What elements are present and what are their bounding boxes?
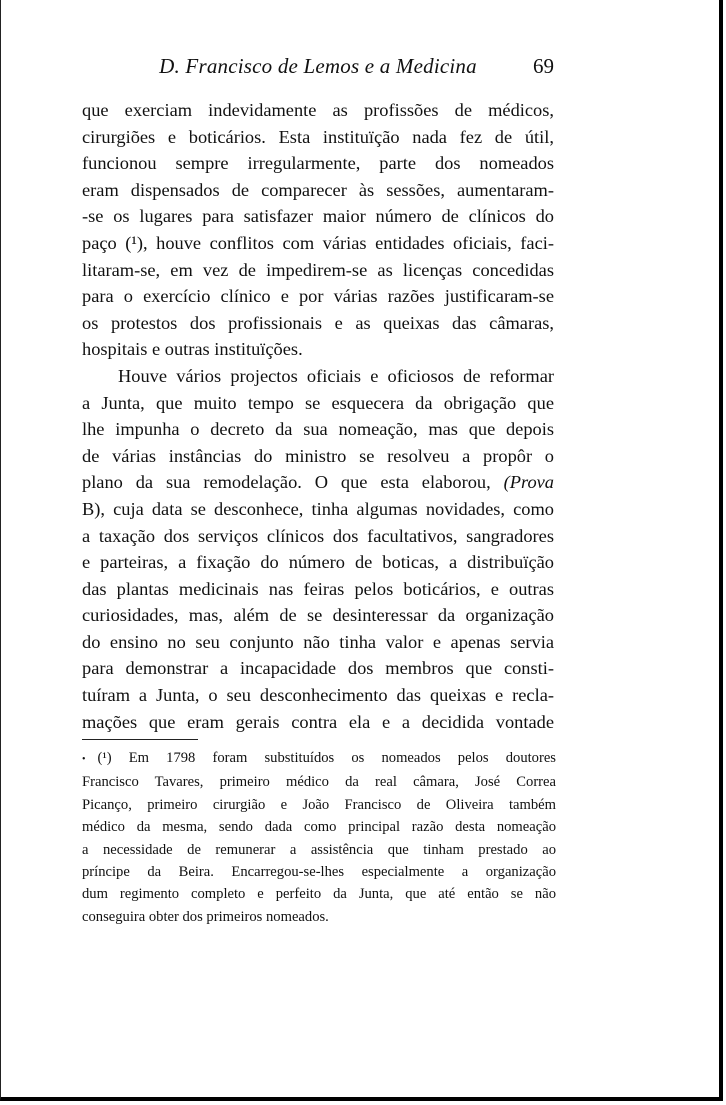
text-line: para o exercício clínico e por várias razões justificaram-se — [82, 286, 554, 307]
text-line: para demonstrar a incapacidade dos membros que consti- — [82, 658, 554, 679]
text-line: cirurgiões e boticários. Esta instituïção nada fez de útil, — [82, 126, 554, 147]
text-line: e parteiras, a fixação do número de boticas, a distribuïção — [82, 552, 554, 573]
paragraph-2 — [82, 363, 554, 735]
body-text — [82, 97, 554, 735]
italic-reference: (Prova — [503, 472, 554, 493]
text-line: curiosidades, mas, além de se desinteressar da organização — [82, 605, 554, 626]
text-line: B), cuja data se desconhece, tinha algumas novidades, como — [82, 498, 554, 519]
footnote-line: a necessidade de remunerar a assistência que tinham prestado ao — [82, 841, 556, 858]
text-line: lhe impunha o decreto da sua nomeação, mas que depois — [82, 419, 554, 440]
footnote-bullet: • — [82, 754, 86, 765]
footnote-line: conseguira obter dos primeiros nomeados. — [82, 908, 329, 925]
footnote-line: dum regimento completo e perfeito da Junta, que até então se não — [82, 886, 556, 903]
paragraph-1 — [82, 97, 554, 363]
footnote-line: médico da mesma, sendo dada como principal razão desta nomeação — [82, 819, 556, 836]
page-number: 69 — [533, 54, 554, 78]
footnote-line: Picanço, primeiro cirurgião e João Francisco de Oliveira também — [82, 796, 556, 813]
text-line: Houve vários projectos oficiais e oficiosos de reformar — [118, 365, 554, 386]
footnote-text: (¹) Em 1798 foram substituídos os nomeados pelos doutores — [97, 750, 556, 766]
footnote-line: príncipe da Beira. Encarregou-se-lhes especialmente a organização — [82, 864, 556, 881]
text-line: mações que eram gerais contra ela e a decidida vontade — [82, 711, 554, 732]
running-title: D. Francisco de Lemos e a Medicina — [159, 54, 477, 78]
text-line: paço (¹), houve conflitos com várias entidades oficiais, faci- — [82, 232, 554, 253]
text-line: hospitais e outras instituïções. — [82, 339, 303, 360]
text-line: das plantas medicinais nas feiras pelos boticários, e outras — [82, 578, 554, 599]
text-line: litaram-se, em vez de impedirem-se as licenças concedidas — [82, 259, 554, 280]
footnote — [82, 747, 556, 928]
text-line: eram dispensados de comparecer às sessões, aumentaram- — [82, 179, 554, 200]
text-line: do ensino no seu conjunto não tinha valor e apenas servia — [82, 631, 554, 652]
text-line: plano da sua remodelação. O que esta elaborou, (Prova — [82, 472, 554, 493]
text-line: os protestos dos profissionais e as queixas das câmaras, — [82, 312, 554, 333]
page-header — [82, 54, 554, 84]
footnote-line — [82, 747, 556, 771]
text-line: a taxação dos serviços clínicos dos facultativos, sangradores — [82, 525, 554, 546]
text-line: que exerciam indevidamente as profissões de médicos, — [82, 100, 554, 120]
text-line: funcionou sempre irregularmente, parte dos nomeados — [82, 153, 554, 174]
text-line: a Junta, que muito tempo se esquecera da obrigação que — [82, 392, 554, 413]
text-line: de várias instâncias do ministro se resolveu a propôr o — [82, 445, 554, 466]
footnote-rule — [82, 739, 198, 740]
footnote-line: Francisco Tavares, primeiro médico da real câmara, José Correa — [82, 774, 556, 791]
text-line: tuíram a Junta, o seu desconhecimento das queixas e recla- — [82, 685, 554, 706]
text-line: -se os lugares para satisfazer maior número de clínicos do — [82, 206, 554, 227]
